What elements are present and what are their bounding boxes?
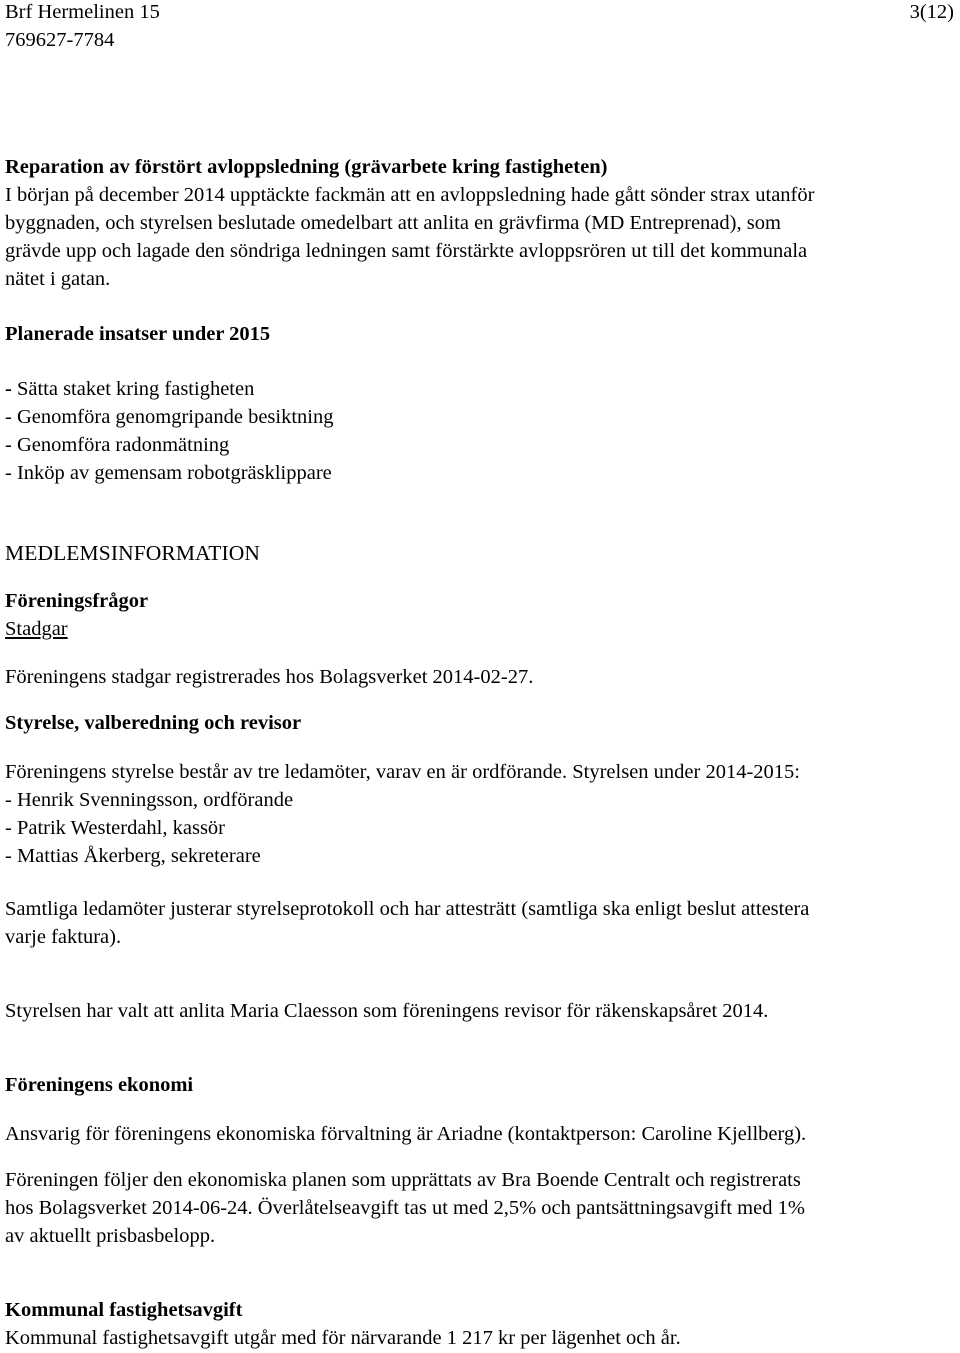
property-fee-heading: Kommunal fastighetsavgift bbox=[5, 1299, 243, 1321]
property-fee-block bbox=[5, 1296, 955, 1352]
list-dash: - bbox=[5, 378, 12, 400]
planned-list bbox=[5, 375, 955, 487]
member-info-title-block bbox=[5, 539, 955, 567]
economy-plan-block bbox=[5, 1166, 955, 1250]
property-fee-text: Kommunal fastighetsavgift utgår med för närvarande 1 217 kr per lägenhet och år. bbox=[5, 1327, 681, 1349]
auditor-block bbox=[5, 997, 955, 1025]
planned-item bbox=[5, 375, 955, 403]
planned-heading-block bbox=[5, 320, 955, 348]
member-info-title: MEDLEMSINFORMATION bbox=[5, 541, 261, 565]
statutes-text: Föreningens stadgar registrerades hos Bolagsverket 2014-02-27. bbox=[5, 666, 534, 688]
repair-line: byggnaden, och styrelsen beslutade omedelbart att anlita en grävfirma (MD Entreprenad), som bbox=[5, 212, 781, 234]
economy-plan-line: hos Bolagsverket 2014-06-24. Överlåtelseavgift tas ut med 2,5% och pantsättningsavgift med 1% bbox=[5, 1197, 805, 1219]
board-member: - Patrik Westerdahl, kassör bbox=[5, 817, 226, 839]
page-number: 3(12) bbox=[909, 1, 954, 23]
planned-item-text: Sätta staket kring fastigheten bbox=[11, 378, 255, 400]
page-header-left bbox=[5, 0, 160, 54]
repair-line: nätet i gatan. bbox=[5, 268, 111, 290]
planned-item: - Genomföra radonmätning bbox=[5, 434, 230, 456]
attest-line: varje faktura). bbox=[5, 926, 122, 948]
repair-section bbox=[5, 153, 955, 293]
economy-text: Ansvarig för föreningens ekonomiska förvaltning är Ariadne (kontaktperson: Caroline Kjellberg). bbox=[5, 1123, 807, 1145]
repair-line: I början på december 2014 upptäckte fackmän att en avloppsledning hade gått sönder strax utanför bbox=[5, 184, 815, 206]
economy-plan-line: Föreningen följer den ekonomiska planen som upprättats av Bra Boende Centralt och registrerats bbox=[5, 1169, 801, 1191]
org-name: Brf Hermelinen 15 bbox=[5, 1, 160, 23]
economy-block bbox=[5, 1120, 955, 1148]
economy-plan-line: av aktuellt prisbasbelopp. bbox=[5, 1225, 216, 1247]
board-block bbox=[5, 758, 955, 870]
economy-heading: Föreningens ekonomi bbox=[5, 1074, 194, 1096]
association-heading: Föreningsfrågor bbox=[5, 590, 149, 612]
board-heading: Styrelse, valberedning och revisor bbox=[5, 712, 302, 734]
planned-item: - Inköp av gemensam robotgräsklippare bbox=[5, 462, 332, 484]
attest-line: Samtliga ledamöter justerar styrelseprotokoll och har attesträtt (samtliga ska enligt beslut attestera bbox=[5, 898, 810, 920]
economy-heading-block bbox=[5, 1071, 955, 1099]
attest-block bbox=[5, 895, 955, 951]
repair-heading: Reparation av förstört avloppsledning (grävarbete kring fastigheten) bbox=[5, 156, 608, 178]
org-number: 769627-7784 bbox=[5, 29, 115, 51]
page-header-right bbox=[910, 0, 954, 26]
board-member: - Mattias Åkerberg, sekreterare bbox=[5, 845, 261, 867]
association-block bbox=[5, 587, 955, 643]
board-line: Föreningens styrelse består av tre ledamöter, varav en är ordförande. Styrelsen under 2014-2015: bbox=[5, 761, 800, 783]
auditor-text: Styrelsen har valt att anlita Maria Claesson som föreningens revisor för räkenskapsåret 2014. bbox=[5, 1000, 769, 1022]
board-member: - Henrik Svenningsson, ordförande bbox=[5, 789, 294, 811]
statutes-heading: Stadgar bbox=[5, 618, 68, 640]
planned-item: - Genomföra genomgripande besiktning bbox=[5, 406, 334, 428]
board-heading-block bbox=[5, 709, 955, 737]
statutes-block bbox=[5, 663, 955, 691]
planned-heading: Planerade insatser under 2015 bbox=[5, 323, 271, 345]
repair-line: grävde upp och lagade den söndriga ledningen samt förstärkte avloppsrören ut till det kommunala bbox=[5, 240, 808, 262]
